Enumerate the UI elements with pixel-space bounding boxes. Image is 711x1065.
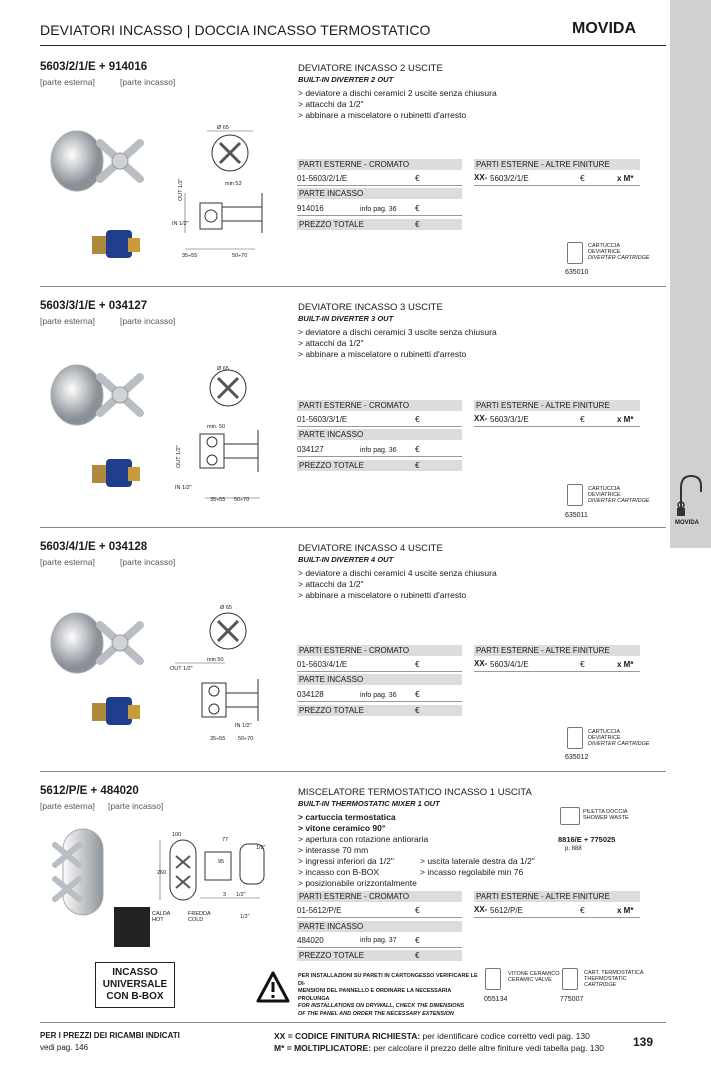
other-finish-code: 5612/P/E — [490, 906, 523, 915]
product-photo-external — [45, 603, 165, 683]
feature-item: > abbinare a miscelatore o rubinetti d'arresto — [298, 110, 467, 120]
row-divider — [474, 426, 640, 427]
info-page: info pag. 36 — [360, 206, 397, 213]
technical-drawing — [170, 603, 275, 753]
table-header-incasso: PARTE INCASSO — [297, 921, 462, 932]
product-code: 5603/4/1/E + 034128 — [40, 541, 148, 553]
product-photo-internal — [88, 224, 148, 264]
thermo-cartridge-icon — [562, 968, 578, 990]
bbox-badge: INCASSO UNIVERSALE CON B-BOX — [95, 962, 175, 1008]
product-title: DEVIATORE INCASSO 2 USCITE — [298, 63, 443, 74]
euro-symbol: € — [415, 414, 420, 424]
cartridge-label: CARTUCCIA DEVIATRICE DIVERTER CARTRIDGE — [588, 486, 650, 504]
other-finish-code: 5603/4/1/E — [490, 660, 529, 669]
incasso-code: 034127 — [297, 445, 324, 454]
part-label-external: [parte esterna] — [40, 557, 95, 567]
feature-item: > cartuccia termostatica — [298, 812, 396, 822]
part-label-internal: [parte incasso] — [120, 557, 176, 567]
product-photo-internal — [112, 905, 152, 950]
thermo-cartridge-code: 775007 — [560, 996, 584, 1003]
cartridge-label: CARTUCCIA DEVIATRICE DIVERTER CARTRIDGE — [588, 729, 650, 747]
dim-label: 35÷55 — [182, 253, 198, 259]
chrome-code: 01-5603/2/1/E — [297, 174, 348, 183]
feature-item: > ingressi inferiori da 1/2" — [298, 856, 394, 866]
product-subtitle: BUILT-IN DIVERTER 2 OUT — [298, 75, 394, 84]
row-divider — [297, 456, 462, 457]
footer-spares-page: vedi pag. 146 — [40, 1043, 89, 1052]
part-label-external: [parte esterna] — [40, 316, 95, 326]
footer-divider — [40, 1022, 666, 1023]
euro-symbol: € — [415, 444, 420, 454]
euro-symbol: € — [415, 905, 420, 915]
cartridge-code: 635011 — [565, 512, 588, 519]
feature-item: > vitone ceramico 90° — [298, 823, 386, 833]
faucet-icon — [675, 472, 703, 518]
euro-symbol: € — [415, 935, 420, 945]
thermo-cartridge-label: CART. TERMOSTATICA THERMOSTATIC CARTRIDGE — [584, 970, 644, 988]
euro-symbol: € — [580, 173, 585, 183]
table-header-other: PARTI ESTERNE - ALTRE FINITURE — [474, 400, 640, 411]
dim-label: 3 — [223, 892, 227, 898]
page-number: 139 — [633, 1035, 654, 1049]
table-header-other: PARTI ESTERNE - ALTRE FINITURE — [474, 891, 640, 902]
other-finish-code: 5603/2/1/E — [490, 174, 529, 183]
product-section-1 — [0, 61, 670, 286]
ceramic-valve-icon — [485, 968, 501, 990]
table-header-chrome: PARTI ESTERNE - CROMATO — [297, 400, 462, 411]
shower-waste-code: 8816/E + 775025 — [558, 835, 616, 844]
multiplier: x M* — [617, 415, 634, 424]
row-divider — [474, 185, 640, 186]
euro-symbol: € — [415, 220, 420, 229]
dim-label: min. 50 — [207, 424, 226, 430]
product-code: 5603/2/1/E + 914016 — [40, 61, 148, 73]
cartridge-label: CARTUCCIA DEVIATRICE DIVERTER CARTRIDGE — [588, 243, 650, 261]
cartridge-icon — [567, 484, 583, 506]
feature-item: > abbinare a miscelatore o rubinetti d'arresto — [298, 590, 467, 600]
total-label: PREZZO TOTALE — [299, 220, 364, 229]
chrome-code: 01-5603/3/1/E — [297, 415, 348, 424]
row-divider — [297, 671, 462, 672]
feature-item: > deviatore a dischi ceramici 2 uscite senza chiusura — [298, 88, 497, 98]
euro-symbol: € — [415, 173, 420, 183]
feature-item: > attacchi da 1/2" — [298, 99, 364, 109]
dim-label: Ø 65 — [220, 605, 232, 611]
dim-label: 1/2" — [256, 845, 266, 851]
warning-icon — [256, 970, 290, 1004]
side-tab-label: MOVIDA — [675, 520, 699, 526]
row-divider — [297, 947, 462, 948]
dim-label: 35÷55 — [210, 736, 226, 742]
table-header-other: PARTI ESTERNE - ALTRE FINITURE — [474, 159, 640, 170]
dim-label: OUT 1/2" — [178, 178, 184, 201]
info-page: info pag. 36 — [360, 447, 397, 454]
row-divider — [297, 426, 462, 427]
product-subtitle: BUILT-IN DIVERTER 4 OUT — [298, 555, 394, 564]
ceramic-valve-label: VITONE CERAMICO CERAMIC VALVE — [508, 971, 560, 983]
info-page: info pag. 37 — [360, 937, 397, 944]
product-title: DEVIATORE INCASSO 3 USCITE — [298, 302, 443, 313]
cartridge-icon — [567, 242, 583, 264]
dim-label: 1/2" — [236, 892, 246, 898]
page-title: DEVIATORI INCASSO | DOCCIA INCASSO TERMOSTATICO — [40, 22, 431, 38]
feature-item: > incasso regolabile min 76 — [420, 867, 524, 877]
incasso-code: 484020 — [297, 936, 324, 945]
multiplier: x M* — [617, 906, 634, 915]
feature-item: > posizionabile orizzontalmente — [298, 878, 417, 888]
incasso-code: 034128 — [297, 690, 324, 699]
product-subtitle: BUILT-IN DIVERTER 3 OUT — [298, 314, 394, 323]
dim-label: IN 1/2" — [172, 221, 189, 227]
shower-waste-page: p. 888 — [565, 846, 582, 852]
dim-label: 50÷70 — [234, 497, 250, 503]
table-header-incasso: PARTE INCASSO — [297, 429, 462, 440]
dim-label: IN 1/2" — [175, 485, 192, 491]
table-total — [297, 219, 462, 230]
dim-label: Ø 65 — [217, 366, 229, 372]
finish-code-key: XX- — [474, 414, 488, 423]
feature-item: > attacchi da 1/2" — [298, 579, 364, 589]
feature-item: > attacchi da 1/2" — [298, 338, 364, 348]
drywall-warning: PER INSTALLAZIONI SU PARETI IN CARTONGESSO VERIFICARE LE DI- MENSIONI DEL PANNELLO E ORDINARE LA NECESSARIA PROLUNGA FOR INSTALLATIONS ON DRYWALL, CHECK THE DIMENSIONS OF THE PANEL AND ORDER THE NECESSARY EXTENSION — [298, 973, 478, 1017]
product-section-3 — [0, 541, 670, 766]
product-photo-internal — [88, 453, 148, 493]
euro-symbol: € — [580, 905, 585, 915]
table-total — [297, 950, 462, 961]
product-photo-external — [45, 355, 165, 435]
table-total — [297, 460, 462, 471]
row-divider — [297, 701, 462, 702]
feature-item: > deviatore a dischi ceramici 4 uscite senza chiusura — [298, 568, 497, 578]
footer-m-legend: M* = MOLTIPLICATORE: per calcolare il prezzo delle altre finiture vedi tabella pag. 130 — [274, 1043, 604, 1053]
table-header-chrome: PARTI ESTERNE - CROMATO — [297, 891, 462, 902]
footer-spares-note: PER I PREZZI DEI RICAMBI INDICATI — [40, 1031, 180, 1040]
dim-label: OUT 1/2" — [176, 445, 182, 468]
row-divider — [474, 917, 640, 918]
product-photo-internal — [88, 691, 148, 731]
dim-label: IN 1/2" — [235, 723, 252, 729]
euro-symbol: € — [415, 706, 420, 715]
feature-item: > deviatore a dischi ceramici 3 uscite senza chiusura — [298, 327, 497, 337]
brand-name: MOVIDA — [572, 20, 636, 37]
euro-symbol: € — [415, 203, 420, 213]
product-code: 5603/3/1/E + 034127 — [40, 300, 148, 312]
section-divider — [40, 286, 666, 287]
euro-symbol: € — [415, 689, 420, 699]
dim-label: Ø 65 — [217, 125, 229, 131]
dim-label: OUT 1/2" — [170, 666, 193, 672]
dim-label: 50÷70 — [232, 253, 248, 259]
feature-item: > incasso con B-BOX — [298, 867, 380, 877]
dim-label: 77 — [222, 837, 229, 843]
dim-label: 50÷70 — [238, 736, 254, 742]
row-divider — [297, 185, 462, 186]
total-label: PREZZO TOTALE — [299, 951, 364, 960]
euro-symbol: € — [580, 659, 585, 669]
euro-symbol: € — [415, 659, 420, 669]
cartridge-code: 635010 — [565, 269, 589, 276]
multiplier: x M* — [617, 174, 634, 183]
side-tab[interactable] — [670, 0, 711, 548]
info-page: info pag. 36 — [360, 692, 397, 699]
incasso-code: 914016 — [297, 204, 324, 213]
feature-item: > abbinare a miscelatore o rubinetti d'arresto — [298, 349, 467, 359]
row-divider — [474, 671, 640, 672]
row-divider — [297, 215, 462, 216]
table-header-other: PARTI ESTERNE - ALTRE FINITURE — [474, 645, 640, 656]
total-label: PREZZO TOTALE — [299, 706, 364, 715]
dim-label: 100 — [172, 832, 182, 838]
chrome-code: 01-5603/4/1/E — [297, 660, 348, 669]
product-section-2 — [0, 300, 670, 525]
dim-label: 1/2" — [240, 914, 250, 920]
finish-code-key: XX- — [474, 173, 488, 182]
part-label-internal: [parte incasso] — [120, 77, 176, 87]
table-header-incasso: PARTE INCASSO — [297, 674, 462, 685]
euro-symbol: € — [415, 461, 420, 470]
product-photo-external — [45, 827, 115, 917]
hot-label: CALDA HOT — [152, 911, 171, 923]
dim-label: 35÷55 — [210, 497, 226, 503]
shower-waste-label: PILETTA DOCCIA SHOWER WASTE — [583, 809, 629, 821]
chrome-code: 01-5612/P/E — [297, 906, 342, 915]
cartridge-icon — [567, 727, 583, 749]
dim-label: min 53 — [225, 181, 242, 187]
footer-xx-legend: XX = CODICE FINITURA RICHIESTA: per identificare codice corretto vedi pag. 130 — [274, 1031, 590, 1041]
multiplier: x M* — [617, 660, 634, 669]
finish-code-key: XX- — [474, 659, 488, 668]
table-header-chrome: PARTI ESTERNE - CROMATO — [297, 645, 462, 656]
section-divider — [40, 771, 666, 772]
table-total — [297, 705, 462, 716]
technical-drawing — [170, 360, 275, 505]
part-label-internal: [parte incasso] — [120, 316, 176, 326]
dim-label: 260 — [157, 870, 167, 876]
row-divider — [297, 917, 462, 918]
cartridge-code: 635012 — [565, 754, 589, 761]
dim-label: min 50 — [207, 657, 224, 663]
cold-label: FREDDA COLD — [188, 911, 211, 923]
part-label-external: [parte esterna] — [40, 801, 95, 811]
product-subtitle: BUILT-IN THERMOSTATIC MIXER 1 OUT — [298, 799, 440, 808]
product-photo-external — [45, 121, 165, 201]
finish-code-key: XX- — [474, 905, 488, 914]
feature-item: > interasse 70 mm — [298, 845, 369, 855]
dim-label: 95 — [218, 859, 225, 865]
part-label-internal: [parte incasso] — [108, 801, 164, 811]
shower-waste-icon — [560, 807, 580, 825]
euro-symbol: € — [580, 414, 585, 424]
feature-item: > apertura con rotazione antioraria — [298, 834, 429, 844]
total-label: PREZZO TOTALE — [299, 461, 364, 470]
section-divider — [40, 527, 666, 528]
table-header-incasso: PARTE INCASSO — [297, 188, 462, 199]
feature-item: > uscita laterale destra da 1/2" — [420, 856, 535, 866]
product-title: MISCELATORE TERMOSTATICO INCASSO 1 USCITA — [298, 787, 532, 798]
table-header-chrome: PARTI ESTERNE - CROMATO — [297, 159, 462, 170]
part-label-external: [parte esterna] — [40, 77, 95, 87]
header-divider — [40, 45, 666, 46]
other-finish-code: 5603/3/1/E — [490, 415, 529, 424]
product-code: 5612/P/E + 484020 — [40, 785, 139, 797]
product-title: DEVIATORE INCASSO 4 USCITE — [298, 543, 443, 554]
euro-symbol: € — [415, 951, 420, 960]
ceramic-valve-code: 055134 — [484, 996, 508, 1003]
